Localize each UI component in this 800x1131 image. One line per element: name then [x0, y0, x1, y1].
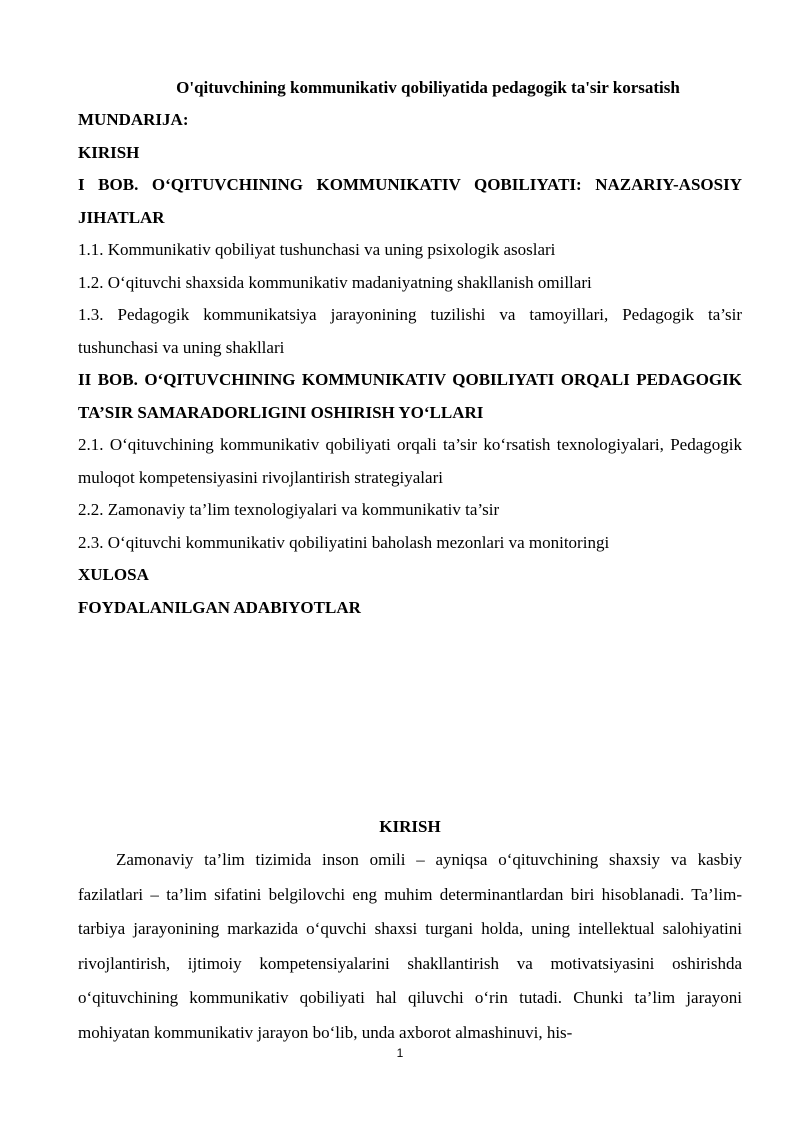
intro-paragraph: Zamonaviy ta’lim tizimida inson omili – ayniqsa o‘qituvchining shaxsiy va kasbiy fazilatlari – ta’lim sifatini belgilovchi eng muhim determinantlardan biri hisoblanadi. Ta’lim-tarbiya jarayonining markazida o‘quvchi shaxsi turgani holda, uning intellektual salohiyatini rivojlantirish, ijtimoiy kompetensiyalarini shakllantirish va motivatsiyasini oshirishda o‘qituvchining kommunikativ qobiliyati hal qiluvchi o‘rin tutadi. Chunki ta’lim jarayoni mohiyatan kommunikativ jarayon bo‘lib, unda axborot almashinuvi, his-: [78, 850, 742, 1042]
toc-heading: MUNDARIJA:: [78, 110, 189, 129]
toc-entry: I BOB. O‘QITUVCHINING KOMMUNIKATIV QOBILIYATI: NAZARIY-ASOSIY JIHATLAR: [78, 175, 742, 227]
toc-entry: 1.1. Kommunikativ qobiliyat tushunchasi va uning psixologik asoslari: [78, 240, 556, 259]
table-of-contents: [78, 137, 742, 625]
toc-entry: 2.1. O‘qituvchining kommunikativ qobiliyati orqali ta’sir ko‘rsatish texnologiyalari, Pedagogik muloqot kompetensiyasini rivojlantirish strategiyalari: [78, 435, 742, 487]
toc-entry: KIRISH: [78, 142, 140, 162]
section-heading: KIRISH: [379, 817, 441, 836]
toc-entry: 2.3. O‘qituvchi kommunikativ qobiliyatini baholash mezonlari va monitoringi: [78, 532, 610, 552]
toc-entry: FOYDALANILGAN ADABIYOTLAR: [78, 597, 361, 617]
toc-entry: XULOSA: [78, 565, 149, 584]
document-page: [78, 72, 742, 1050]
toc-entry: II BOB. O‘QITUVCHINING KOMMUNIKATIV QOBILIYATI ORQALI PEDAGOGIK TA’SIR SAMARADORLIGINI OSHIRISH YO‘LLARI: [78, 370, 742, 422]
document-title: O'qituvchining kommunikativ qobiliyatida pedagogik ta'sir korsatish: [176, 78, 680, 97]
toc-entry: 1.2. O‘qituvchi shaxsida kommunikativ madaniyatning shakllanish omillari: [78, 272, 592, 292]
toc-entry: 2.2. Zamonaviy ta’lim texnologiyalari va kommunikativ ta’sir: [78, 500, 500, 519]
toc-entry: 1.3. Pedagogik kommunikatsiya jarayonining tuzilishi va tamoyillari, Pedagogik ta’sir tushunchasi va uning shakllari: [78, 305, 742, 357]
page-number: 1: [396, 1046, 404, 1060]
